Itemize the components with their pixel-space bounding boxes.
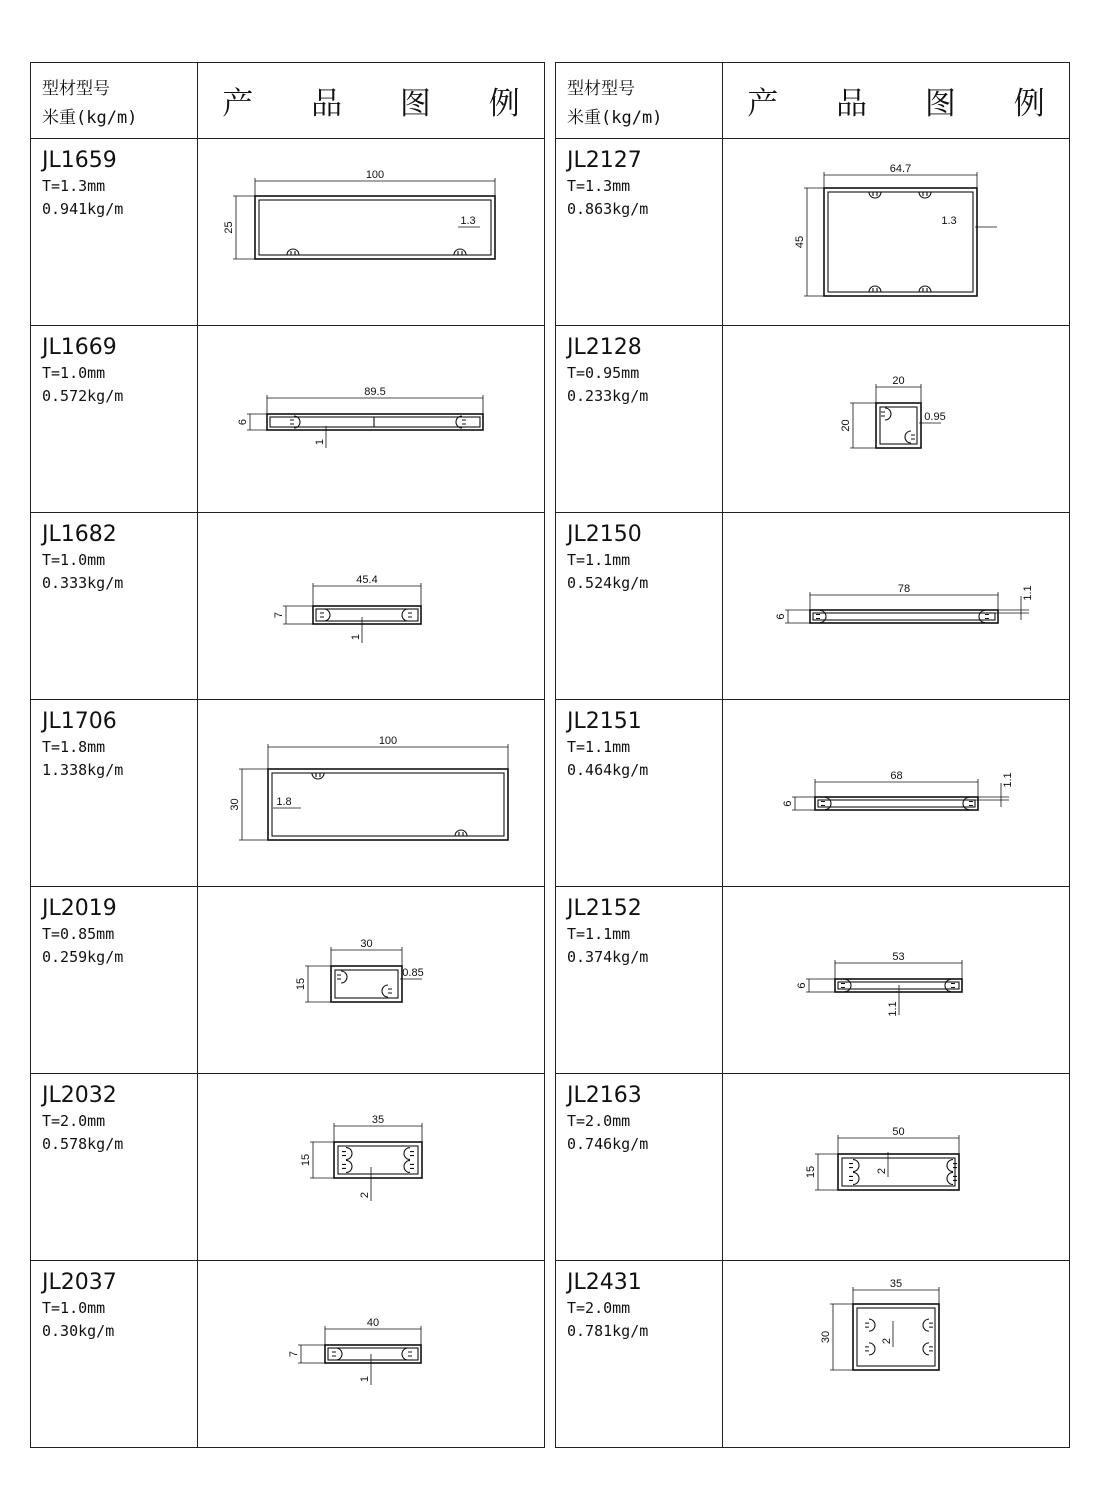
wall-thickness: T=1.8mm [42, 738, 106, 756]
profile-slot [869, 286, 881, 292]
wall-thickness: T=1.3mm [567, 177, 631, 195]
profile-drawing [723, 139, 1069, 326]
profile-slot [963, 798, 973, 810]
unit-weight: 0.572kg/m [42, 387, 124, 405]
table-row [556, 700, 1069, 887]
model-number: JL1682 [42, 522, 117, 547]
wall-thickness: T=1.0mm [42, 551, 106, 569]
width-dimension-label: 89.5 [364, 386, 386, 398]
unit-weight: 1.338kg/m [42, 761, 124, 779]
profile-table-right [555, 62, 1070, 1448]
unit-weight: 0.259kg/m [42, 948, 124, 966]
table-row [31, 513, 544, 700]
profile-table-left [30, 62, 545, 1448]
wall-thickness: T=2.0mm [567, 1112, 631, 1130]
drawing-cell [198, 513, 544, 699]
width-dimension-label: 100 [378, 735, 398, 747]
model-number: JL2128 [567, 335, 642, 360]
spec-cell [556, 1074, 723, 1260]
profile-inner [838, 982, 959, 989]
spec-cell [556, 513, 723, 699]
height-dimension-label: 7 [273, 611, 285, 619]
profile-slot [865, 1319, 875, 1355]
header-drawing-cell [198, 63, 544, 138]
width-dimension-label: 40 [366, 1317, 380, 1329]
header-drawing-cell [723, 63, 1069, 138]
profile-drawing [198, 887, 544, 1074]
height-dimension-label: 6 [796, 982, 808, 989]
profile-slot [849, 1160, 859, 1185]
wall-thickness: T=1.0mm [42, 1299, 106, 1317]
spec-cell [556, 887, 723, 1073]
profile-slot [454, 249, 466, 255]
profile-outer [876, 403, 921, 448]
model-number: JL2019 [42, 896, 117, 921]
profile-inner [259, 200, 491, 255]
height-dimension-label: 15 [295, 977, 307, 991]
profile-slot [332, 1348, 342, 1360]
profile-inner [338, 1146, 418, 1174]
drawing-cell [723, 887, 1069, 1073]
height-dimension-label: 7 [288, 1350, 300, 1358]
profile-outer [815, 797, 978, 810]
thickness-dimension-label: 1.8 [276, 796, 292, 808]
unit-weight: 0.746kg/m [567, 1135, 649, 1153]
header-model-cell [556, 63, 723, 138]
profile-inner [842, 1158, 955, 1186]
spec-cell [31, 1074, 198, 1260]
width-dimension-label: 45.4 [356, 574, 378, 586]
profile-inner [335, 970, 398, 998]
height-dimension-label: 30 [229, 798, 241, 811]
model-number: JL1669 [42, 335, 117, 360]
height-dimension-label: 20 [840, 419, 852, 432]
drawing-cell [723, 139, 1069, 325]
profile-slot [979, 611, 989, 623]
table-row [556, 326, 1069, 513]
table-row [31, 700, 544, 887]
drawing-cell [198, 139, 544, 325]
table-row [556, 139, 1069, 326]
header-model-cell [31, 63, 198, 138]
drawing-cell [198, 326, 544, 512]
profile-slot [455, 830, 467, 836]
table-row [556, 513, 1069, 700]
width-dimension-label: 35 [371, 1114, 385, 1126]
unit-weight: 0.781kg/m [567, 1322, 649, 1340]
table-row [31, 1261, 544, 1448]
profile-slot [456, 416, 466, 428]
width-dimension-label: 100 [365, 169, 385, 181]
profile-slot [337, 971, 347, 983]
model-number: JL1706 [42, 709, 117, 734]
thickness-dimension-label: 1 [359, 1375, 371, 1383]
table-row [556, 887, 1069, 1074]
drawing-cell [723, 326, 1069, 512]
profile-drawing [198, 1261, 544, 1448]
thickness-dimension-label: 1.1 [1022, 585, 1034, 601]
profile-inner [270, 417, 480, 427]
profile-outer [267, 414, 483, 430]
table-row [556, 1261, 1069, 1448]
drawing-cell [198, 700, 544, 886]
unit-weight: 0.30kg/m [42, 1322, 115, 1340]
profile-slot [905, 431, 915, 443]
profile-drawing [198, 700, 544, 887]
header-weight-label: 米重(kg/m) [42, 108, 138, 128]
profile-slot [382, 985, 392, 997]
thickness-dimension-label: 0.85 [402, 967, 424, 979]
unit-weight: 0.464kg/m [567, 761, 649, 779]
unit-weight: 0.233kg/m [567, 387, 649, 405]
drawing-cell [723, 1074, 1069, 1260]
header-drawing-label: 产 品 图 例 [747, 86, 1069, 122]
profile-outer [268, 769, 508, 840]
drawing-cell [198, 1261, 544, 1448]
profile-slot [290, 416, 300, 428]
wall-thickness: T=1.1mm [567, 738, 631, 756]
profile-drawing [198, 1074, 544, 1261]
profile-drawing [723, 887, 1069, 1074]
height-dimension-label: 45 [794, 235, 806, 249]
height-dimension-label: 6 [775, 613, 787, 620]
spec-cell [556, 326, 723, 512]
drawing-cell [723, 700, 1069, 886]
profile-slot [320, 609, 330, 621]
profile-inner [857, 1308, 935, 1366]
profile-inner [272, 773, 504, 836]
profile-slot [816, 611, 826, 623]
height-dimension-label: 30 [820, 1330, 832, 1344]
spec-cell [31, 700, 198, 886]
thickness-dimension-label: 2 [359, 1191, 371, 1199]
profile-slot [881, 408, 891, 420]
header-weight-label: 米重(kg/m) [567, 108, 663, 128]
profile-slot [869, 192, 881, 198]
wall-thickness: T=0.95mm [567, 364, 640, 382]
model-number: JL2032 [42, 1083, 117, 1108]
model-number: JL2151 [567, 709, 642, 734]
height-dimension-label: 25 [223, 221, 235, 234]
profile-slot [821, 798, 831, 810]
thickness-dimension-label: 1 [350, 633, 362, 641]
unit-weight: 0.578kg/m [42, 1135, 124, 1153]
drawing-cell [198, 887, 544, 1073]
model-number: JL2150 [567, 522, 642, 547]
profile-outer [824, 188, 977, 296]
width-dimension-label: 30 [360, 938, 373, 950]
thickness-dimension-label: 1.3 [941, 215, 957, 227]
profile-drawing [723, 513, 1069, 700]
thickness-dimension-label: 1.1 [1002, 772, 1014, 788]
drawing-cell [198, 1074, 544, 1260]
profile-outer [835, 979, 962, 992]
header-drawing-label: 产 品 图 例 [222, 86, 544, 122]
unit-weight: 0.863kg/m [567, 200, 649, 218]
header-model-label: 型材型号 [567, 79, 635, 99]
thickness-dimension-label: 2 [881, 1337, 893, 1345]
height-dimension-label: 6 [237, 418, 249, 426]
model-number: JL2127 [567, 148, 642, 173]
thickness-dimension-label: 1.1 [887, 1001, 899, 1017]
wall-thickness: T=2.0mm [567, 1299, 631, 1317]
profile-outer [853, 1304, 939, 1370]
spec-cell [556, 1261, 723, 1448]
profile-slot [402, 609, 412, 621]
table-header [556, 63, 1069, 139]
unit-weight: 0.333kg/m [42, 574, 124, 592]
spec-cell [31, 513, 198, 699]
table-row [31, 139, 544, 326]
table-row [31, 326, 544, 513]
width-dimension-label: 68 [890, 770, 903, 782]
header-model-label: 型材型号 [42, 79, 110, 99]
model-number: JL1659 [42, 148, 117, 173]
width-dimension-label: 50 [892, 1126, 905, 1138]
width-dimension-label: 20 [892, 375, 905, 387]
spec-cell [556, 700, 723, 886]
profile-slot [841, 980, 851, 992]
spec-cell [31, 326, 198, 512]
wall-thickness: T=1.3mm [42, 177, 106, 195]
thickness-dimension-label: 1 [314, 438, 326, 446]
profile-slot [945, 980, 955, 992]
profile-drawing [723, 1074, 1069, 1261]
profile-slot [923, 1319, 933, 1355]
wall-thickness: T=0.85mm [42, 925, 115, 943]
width-dimension-label: 64.7 [889, 163, 912, 175]
height-dimension-label: 15 [300, 1153, 312, 1167]
spec-cell [31, 1261, 198, 1448]
profile-inner [818, 800, 975, 807]
height-dimension-label: 6 [782, 800, 794, 807]
table-header [31, 63, 544, 139]
profile-slot [404, 1148, 414, 1173]
table-row [31, 1074, 544, 1261]
spec-cell [31, 887, 198, 1073]
model-number: JL2152 [567, 896, 642, 921]
width-dimension-label: 78 [897, 583, 911, 595]
profile-slot [919, 192, 931, 198]
unit-weight: 0.524kg/m [567, 574, 649, 592]
table-row [31, 887, 544, 1074]
profile-slot [287, 249, 299, 255]
profile-outer [838, 1154, 959, 1190]
wall-thickness: T=1.1mm [567, 925, 631, 943]
profile-drawing [198, 513, 544, 700]
profile-slot [312, 773, 324, 779]
profile-slot [402, 1348, 412, 1360]
profile-inner [316, 609, 418, 621]
profile-inner [828, 192, 973, 292]
spec-cell [31, 139, 198, 325]
thickness-dimension-label: 0.95 [924, 411, 946, 423]
profile-slot [342, 1148, 352, 1173]
profile-inner [813, 613, 995, 620]
profile-drawing [723, 700, 1069, 887]
table-row [556, 1074, 1069, 1261]
profile-slot [919, 286, 931, 292]
wall-thickness: T=2.0mm [42, 1112, 106, 1130]
thickness-dimension-label: 2 [876, 1167, 888, 1175]
model-number: JL2431 [567, 1270, 642, 1295]
profile-drawing [723, 326, 1069, 513]
drawing-cell [723, 513, 1069, 699]
drawing-cell [723, 1261, 1069, 1448]
profile-drawing [198, 139, 544, 326]
profile-drawing [723, 1261, 1069, 1448]
thickness-dimension-label: 1.3 [460, 215, 476, 227]
unit-weight: 0.941kg/m [42, 200, 124, 218]
model-number: JL2037 [42, 1270, 117, 1295]
profile-outer [810, 610, 998, 623]
height-dimension-label: 15 [805, 1165, 817, 1179]
unit-weight: 0.374kg/m [567, 948, 649, 966]
width-dimension-label: 53 [892, 951, 905, 963]
wall-thickness: T=1.1mm [567, 551, 631, 569]
wall-thickness: T=1.0mm [42, 364, 106, 382]
spec-cell [556, 139, 723, 325]
model-number: JL2163 [567, 1083, 642, 1108]
width-dimension-label: 35 [889, 1278, 903, 1290]
profile-drawing [198, 326, 544, 513]
